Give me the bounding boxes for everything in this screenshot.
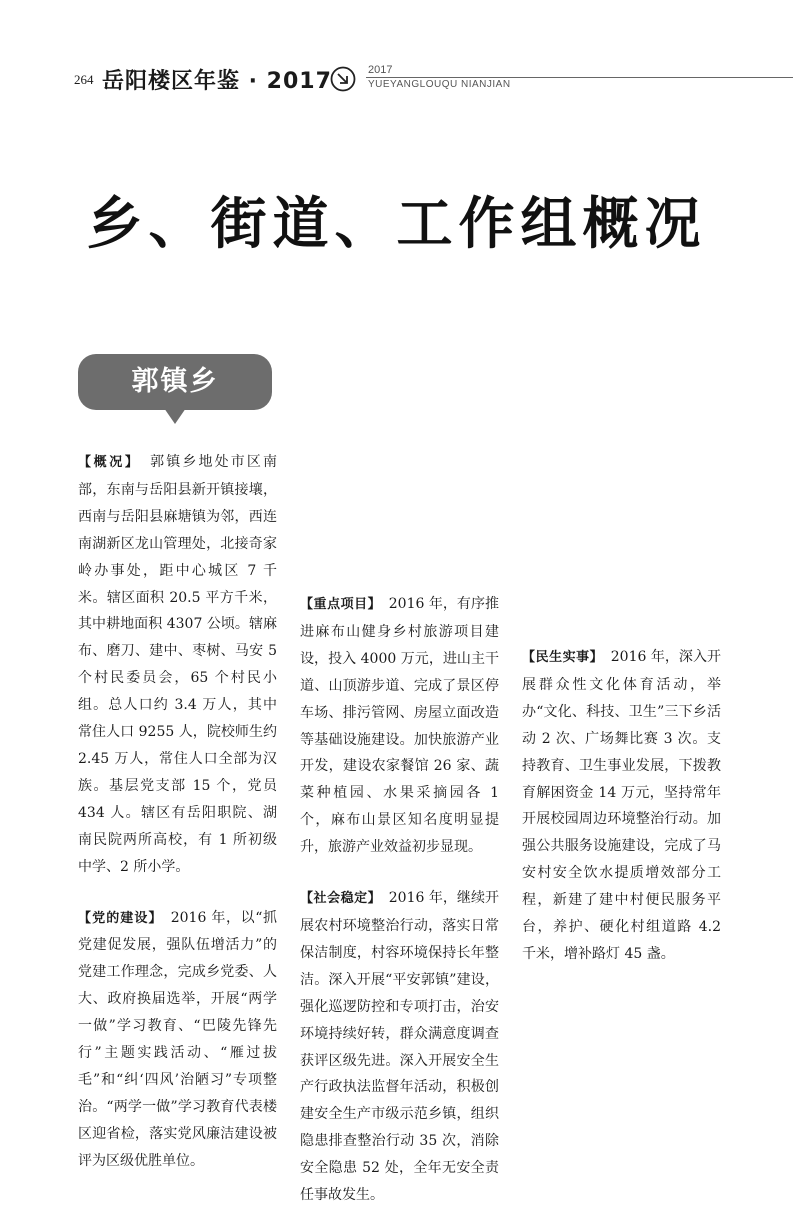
- paragraph-overview: [78, 449, 277, 881]
- section-label: 郭镇乡: [131, 366, 219, 397]
- section-bubble-tail: [164, 408, 186, 424]
- text-column-3: [522, 342, 721, 968]
- stability-text: 2016 年，继续开展农村环境整治行动，落实日常保洁制度，村容环境保持长年整洁。深入开展“平安郭镇”建设，强化巡逻防控和专项打击，治安环境持续好转，群众满意度调查获评区级先进。深入开展安全生产行政执法监督年活动，积极创建安全生产市级示范乡镇，组织隐患排查整治行动 35 次，消除安全隐患 52 处，全年无安全责任事故发生。: [300, 890, 499, 1204]
- arrow-circle-icon: [330, 66, 356, 92]
- chapter-title: 乡、街道、工作组概况: [86, 191, 707, 257]
- paragraph-livelihood: [522, 644, 721, 968]
- paragraph-party: [78, 905, 277, 1175]
- text-column-2: [300, 342, 499, 1209]
- projects-text: 2016 年，有序推进麻布山健身乡村旅游项目建设，投入 4000 万元，进山主干道、山顶游步道、完成了景区停车场、排污管网、房屋立面改造等基础设施建设。加快旅游产业开发，建设农家餐馆 26 家、蔬菜种植园、水果采摘园各 1 个，麻布山景区知名度明显提升，旅游产业效益初步显现。: [300, 596, 499, 856]
- party-text: 2016 年，以“抓党建促发展，强队伍增活力”的党建工作理念，完成乡党委、人大、政府换届选举，开展“两学一做”学习教育、“巴陵先锋先行”主题实践活动、“雁过拔毛”和“纠‘四风’治陋习”专项整治。“两学一做”学习教育代表楼区迎省检，落实党风廉洁建设被评为区级优胜单位。: [78, 909, 277, 1169]
- party-heading: 【党的建设】: [78, 910, 157, 926]
- page-number: 264: [74, 72, 94, 87]
- header-rule: [366, 77, 793, 78]
- stability-heading: 【社会稳定】: [300, 891, 375, 907]
- overview-text: 郭镇乡地处市区南部，东南与岳阳县新开镇接壤，西南与岳阳县麻塘镇为邻，西连南湖新区龙山管理处，北接奇家岭办事处，距中心城区 7 千米。辖区面积 20.5 平方千米，其中耕地面积 4307 公顷。辖麻布、磨刀、建中、枣树、马安 5 个村民委员会，65 个村民小组。总人口约 3.4 万人，其中常住人口 9255 人，院校师生约 2.45 万人，常住人口全部为汉族。基层党支部 15 个，党员 434 人。辖区有岳阳职院、湖南民院两所高校，有 1 所初级中学、2 所小学。: [78, 454, 277, 875]
- header-pinyin: YUEYANGLOUQU NIANJIAN: [368, 79, 511, 90]
- projects-heading: 【重点项目】: [300, 597, 375, 612]
- header-year: 2017: [368, 64, 393, 76]
- text-column-1: [78, 449, 277, 1175]
- overview-heading: 【概况】: [78, 455, 134, 470]
- book-title: 岳阳楼区年鉴 · 2017: [102, 69, 332, 94]
- paragraph-projects: [300, 591, 499, 861]
- paragraph-stability: [300, 885, 499, 1209]
- livelihood-heading: 【民生实事】: [522, 650, 597, 665]
- livelihood-text: 2016 年，深入开展群众性文化体育活动，举办“文化、科技、卫生”三下乡活动 2 次、广场舞比赛 3 次。支持教育、卫生事业发展，下拨教育解困资金 14 万元，坚持常年开展校园周边环境整治行动。加强公共服务设施建设，完成了马安村安全饮水提质增效部分工程，新建了建中村便民服务平台，养护、硬化村组道路 4.2 千米，增补路灯 45 盏。: [522, 649, 721, 962]
- running-header: [0, 58, 793, 98]
